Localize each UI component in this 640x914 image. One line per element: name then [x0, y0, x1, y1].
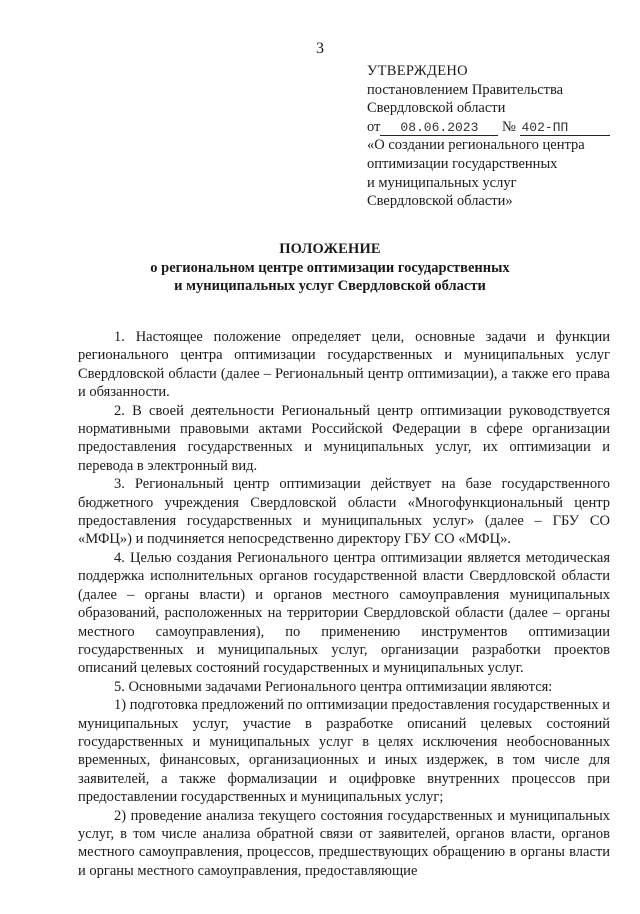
approval-line: Свердловской области	[367, 100, 506, 117]
document-body	[78, 328, 610, 880]
page-number: 3	[316, 40, 324, 57]
approval-line: «О создании регионального центра	[367, 137, 585, 154]
approval-date: 08.06.2023	[380, 121, 498, 136]
paragraph: 5. Основными задачами Регионального центра оптимизации являются:	[114, 678, 553, 695]
approval-date-line	[367, 118, 617, 137]
approval-line: Свердловской области»	[367, 193, 513, 210]
title-line: о региональном центре оптимизации государственных	[150, 259, 510, 276]
document-type: ПОЛОЖЕНИЕ	[279, 241, 381, 257]
paragraph: 2) проведение анализа текущего состояния государственных и муниципальных услуг, в том числе анализа обратной связи от заявителей, органов власти, органов местного самоуправления, процессов, предшествующих обращению в органы власти и органы местного самоуправления, предоставляющие	[78, 807, 610, 879]
document-title	[80, 240, 580, 296]
approval-line: постановлением Правительства	[367, 81, 564, 98]
paragraph: 1) подготовка предложений по оптимизации предоставления государственных и муниципальных услуг, участие в разработке описаний целевых состояний государственных и муниципальных услуг в целях исключения необоснованных временных, финансовых, организационных и иных издержек, в том числе для заявителей, а также формализации и оцифровке внутренних процессов при предоставлении государственных и муниципальных услуг;	[78, 697, 610, 806]
approval-line: и муниципальных услуг	[367, 174, 517, 191]
paragraph: 4. Целью создания Регионального центра оптимизации является методическая поддержка исполнительных органов государственной власти Свердловской области (далее – органы власти) и органов местного самоуправления муниципальных образований, расположенных на территории Свердловской области (далее – органы местного самоуправления), по применению инструментов оптимизации государственных и муниципальных услуг, организации разработки проектов описаний целевых состояний государственных и муниципальных услуг.	[78, 549, 610, 677]
paragraph: 2. В своей деятельности Региональный центр оптимизации руководствуется нормативными правовыми актами Российской Федерации в сфере организации предоставления государственных и муниципальных услуг, их оптимизации и перевода в электронный вид.	[78, 402, 610, 474]
approval-number: 402-ПП	[520, 121, 610, 136]
paragraph: 1. Настоящее положение определяет цели, основные задачи и функции регионального центра оптимизации государственных и муниципальных услуг Свердловской области (далее – Региональный центр оптимизации), а также его права и обязанности.	[78, 329, 610, 401]
paragraph: 3. Региональный центр оптимизации действует на базе государственного бюджетного учреждения Свердловской области «Многофункциональный центр предоставления государственных и муниципальных услуг» (далее – ГБУ СО «МФЦ») и подчиняется непосредственно директору ГБУ СО «МФЦ».	[78, 476, 610, 548]
approval-stamp	[367, 62, 617, 211]
approval-line: оптимизации государственных	[367, 155, 558, 172]
title-line: и муниципальных услуг Свердловской области	[174, 278, 486, 295]
number-prefix: №	[502, 118, 516, 135]
approval-heading: УТВЕРЖДЕНО	[367, 63, 468, 79]
date-prefix: от	[367, 118, 381, 135]
